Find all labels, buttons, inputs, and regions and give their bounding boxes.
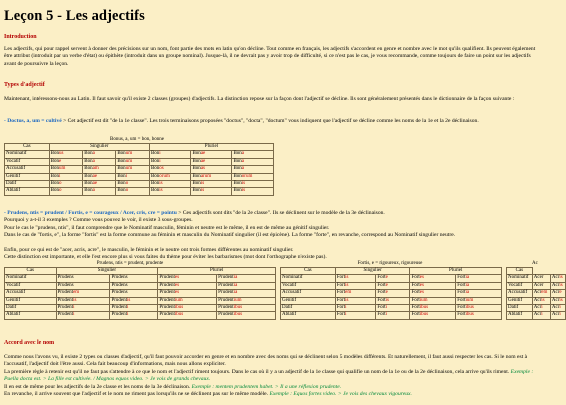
form-cell: Acris bbox=[550, 275, 565, 282]
case-cell: Datif bbox=[5, 181, 50, 188]
form-cell: Acri bbox=[550, 312, 565, 319]
form-cell: Bonorum bbox=[232, 173, 274, 180]
table-row bbox=[281, 312, 502, 319]
class1-label: - Doctus, a, um = cultivé bbox=[4, 118, 62, 124]
fortis-table bbox=[280, 267, 502, 320]
form-cell: Bonas bbox=[191, 166, 232, 173]
form-cell: Fortia bbox=[456, 275, 502, 282]
form-cell: Acri bbox=[532, 312, 550, 319]
form-cell: Prudens bbox=[110, 290, 158, 297]
form-cell: Prudentes bbox=[158, 282, 217, 289]
form-cell: Bonum bbox=[116, 166, 150, 173]
form-cell: Prudentibus bbox=[158, 305, 217, 312]
case-cell: Datif bbox=[281, 305, 336, 312]
form-cell: Fortium bbox=[456, 297, 502, 304]
case-cell: Datif bbox=[5, 305, 57, 312]
form-cell: Bonis bbox=[232, 181, 274, 188]
table-header-cell: Singulier bbox=[56, 268, 158, 275]
form-cell: Fortem bbox=[335, 290, 376, 297]
table-header-cell: Cas bbox=[5, 268, 57, 275]
table-header-cell: Singulier bbox=[335, 268, 410, 275]
form-cell: Acer bbox=[532, 275, 550, 282]
case-cell: Vocatif bbox=[507, 282, 533, 289]
form-cell: Bona bbox=[83, 151, 116, 158]
example-3: Exemple : Equos fortes video. > Je vois des chevaux vigoureux. bbox=[269, 391, 412, 397]
form-cell: Boni bbox=[116, 173, 150, 180]
form-cell: Forti bbox=[335, 305, 376, 312]
accord-line-4 bbox=[4, 391, 536, 398]
table-row bbox=[507, 275, 566, 282]
table-row bbox=[5, 312, 276, 319]
form-cell: Prudens bbox=[56, 275, 110, 282]
table-row bbox=[507, 312, 566, 319]
form-cell: Prudentes bbox=[158, 290, 217, 297]
form-cell: Prudens bbox=[110, 275, 158, 282]
form-cell: Bonarum bbox=[191, 173, 232, 180]
case-cell: Génitif bbox=[281, 297, 336, 304]
prudens-table-caption: Prudens, ntis = prudent, prudente bbox=[96, 261, 164, 266]
case-cell: Nominatif bbox=[5, 151, 50, 158]
form-cell: Fortis bbox=[335, 282, 376, 289]
form-cell: Prudentes bbox=[158, 275, 217, 282]
table-row bbox=[5, 275, 276, 282]
table-row bbox=[507, 305, 566, 312]
form-cell: Bona bbox=[83, 158, 116, 165]
form-cell: Bonae bbox=[191, 158, 232, 165]
accord-line-1: Comme nous l'avons vu, il existe 2 types ou classes d'adjectif, qu'il faut pouvoir accorder en genre et en nombre avec des noms qui se déclinent selon 5 modèles différents. Et naturellement, il faut aussi respecter les cas. Si le nom est à l'accusatif, l'adjectif doit l'être aussi. Cela fait beaucoup d'informations, mais nous allons expliciter. bbox=[4, 354, 528, 368]
form-cell: Boni bbox=[49, 173, 83, 180]
class1-text: > Cet adjectif est dit "de la 1e classe". Les trois terminaisons proposées "doctus", "docta", "doctum" vous indiquent que l'adjectif se décline comme les noms de la 1e et la 2e déclinaison. bbox=[61, 118, 479, 124]
form-cell: Bonam bbox=[83, 166, 116, 173]
prudens-table bbox=[4, 267, 276, 320]
form-cell: Bono bbox=[49, 188, 83, 195]
table-row bbox=[5, 297, 276, 304]
case-cell: Génitif bbox=[507, 297, 533, 304]
table-row bbox=[5, 290, 276, 297]
form-cell: Bonos bbox=[149, 166, 191, 173]
table-row bbox=[281, 290, 502, 297]
form-cell: Prudentis bbox=[110, 297, 158, 304]
table-row bbox=[5, 188, 274, 195]
intro-paragraph: Les adjectifs, qui pour rappel servent à donner des précisions sur un nom, font partie des mots en latin qu'on décline. Tout comme en français, les adjectifs s'accordent en genre et nombre avec le mot qu'ils qualifient. Ils peuvent également être attribut (introduit par un verbe d'état) ou épithète (introduit dans un groupe nominal). Jusque-là, il ne devrait pas y avoir trop de difficulté, si ce n'est pas le cas, je vous recommande, comme toujours de faire un point sur les adjectifs avant de poursuivre la leçon. bbox=[4, 46, 536, 67]
form-cell: Prudentium bbox=[158, 297, 217, 304]
bonus-table bbox=[4, 143, 274, 196]
case-cell: Accusatif bbox=[5, 166, 50, 173]
bonus-table-caption: Bonus, a, um = bon, bonne bbox=[110, 137, 164, 142]
form-cell: Forte bbox=[376, 290, 410, 297]
table-header-row bbox=[5, 144, 274, 151]
form-cell: Fortibus bbox=[456, 305, 502, 312]
case-cell: Génitif bbox=[5, 297, 57, 304]
form-cell: Bonae bbox=[83, 173, 116, 180]
accord-line-2-text: La première règle à retenir est qu'il ne faut pas s'attendre à ce que le nom et l'adjectif riment toujours. Dans le cas où il y a un adjectif de la 1e classe qui qualifie un nom de la 1e ou de la 2e déclinaison, cela arrive qu'ils riment. bbox=[4, 368, 511, 375]
case-cell: Ablatif bbox=[507, 312, 533, 319]
case-cell: Accusatif bbox=[281, 290, 336, 297]
fortis-table-caption: Fortis, e = rigoureux, rigoureuse bbox=[357, 261, 423, 266]
form-cell: Fortibus bbox=[410, 312, 456, 319]
form-cell: Bono bbox=[116, 188, 150, 195]
form-cell: Acris bbox=[532, 297, 550, 304]
table-row bbox=[5, 166, 274, 173]
table-row bbox=[5, 282, 276, 289]
accord-line-3-text: Il en est de même pour les adjectifs de la 2e classe et les noms de la 3e déclinaison. bbox=[4, 383, 192, 390]
form-cell: Forti bbox=[335, 312, 376, 319]
class2-line-2: Pour le cas le "prudens, ntis", il faut comprendre que le Nominatif masculin, féminin et neutre est le même, il en est de même au génitif singulier. bbox=[4, 224, 330, 231]
form-cell: Prudentis bbox=[56, 297, 110, 304]
accord-line-4-text: En revanche, il arrive souvent que l'adjectif et le nom ne riment pas lorsqu'ils ne se déclinent pas sur le même modèle. bbox=[4, 391, 270, 397]
table-header-row bbox=[507, 268, 566, 275]
intro-heading: Introduction bbox=[4, 34, 37, 40]
class2-paragraph bbox=[4, 210, 536, 217]
example-2: Exemple : mentem prudentem habet. > Il a une réflexion prudente. bbox=[191, 383, 342, 390]
form-cell: Bonis bbox=[191, 181, 232, 188]
table-row bbox=[507, 297, 566, 304]
acer-table-caption: Ac bbox=[532, 261, 538, 266]
form-cell: Bonis bbox=[149, 181, 191, 188]
form-cell: Prudenti bbox=[110, 312, 158, 319]
table-row bbox=[5, 305, 276, 312]
form-cell: Prudentem bbox=[56, 290, 110, 297]
form-cell: Prudens bbox=[56, 282, 110, 289]
form-cell: Fortis bbox=[376, 297, 410, 304]
case-cell: Vocatif bbox=[5, 282, 57, 289]
accord-line-2 bbox=[4, 369, 536, 384]
types-heading: Types d'adjectif bbox=[4, 82, 45, 88]
table-row bbox=[281, 282, 502, 289]
form-cell: Prudenti bbox=[110, 305, 158, 312]
form-cell: Acer bbox=[532, 282, 550, 289]
form-cell: Fortes bbox=[410, 290, 456, 297]
form-cell: Bono bbox=[49, 181, 83, 188]
form-cell: Prudenti bbox=[56, 305, 110, 312]
table-header-cell: Cas bbox=[5, 144, 50, 151]
page-title: Leçon 5 - Les adjectifs bbox=[4, 8, 145, 24]
form-cell: Boni bbox=[149, 158, 191, 165]
table-header-cell: Pluriel bbox=[158, 268, 276, 275]
form-cell: Acris bbox=[550, 297, 565, 304]
form-cell: Bona bbox=[232, 151, 274, 158]
form-cell: Acris bbox=[550, 282, 565, 289]
table-header-cell: Pluriel bbox=[149, 144, 273, 151]
table-header-cell: Cas bbox=[507, 268, 533, 275]
class1-paragraph bbox=[4, 118, 536, 125]
table-header-row bbox=[281, 268, 502, 275]
form-cell: Bone bbox=[49, 158, 83, 165]
case-cell: Ablatif bbox=[5, 312, 57, 319]
table-row bbox=[507, 282, 566, 289]
case-cell: Accusatif bbox=[507, 290, 533, 297]
form-cell: Bonum bbox=[49, 166, 83, 173]
form-cell: Fortibus bbox=[410, 305, 456, 312]
case-cell: Accusatif bbox=[5, 290, 57, 297]
table-header-row bbox=[5, 268, 276, 275]
form-cell: Fortia bbox=[456, 290, 502, 297]
case-cell: Ablatif bbox=[281, 312, 336, 319]
form-cell: Fortes bbox=[410, 282, 456, 289]
table-header-cell: Singulier bbox=[49, 144, 149, 151]
form-cell: Bono bbox=[116, 181, 150, 188]
form-cell: Fortia bbox=[456, 282, 502, 289]
class2-line-4: Enfin, pour ce qui est de "acer, acris, acre", le masculin, le féminin et le neutre ont trois formes différentes au nominatif singulier. bbox=[4, 246, 294, 253]
form-cell: Acri bbox=[550, 305, 565, 312]
form-cell: Bonum bbox=[116, 158, 150, 165]
form-cell: Prudentium bbox=[217, 297, 276, 304]
case-cell: Ablatif bbox=[5, 188, 50, 195]
form-cell: Prudentibus bbox=[217, 305, 276, 312]
case-cell: Nominatif bbox=[5, 275, 57, 282]
form-cell: Forte bbox=[376, 282, 410, 289]
form-cell: Fortes bbox=[410, 275, 456, 282]
form-cell: Bonum bbox=[116, 151, 150, 158]
form-cell: Prudenti bbox=[56, 312, 110, 319]
class2-line-3: Dans le cas de "fortis, e", la forme "fortis" est la forme commune au féminin et masculin du Nominatif singulier (il est épicène). La forme "forte", en revanche, correspond au Nominatif singulier neutre. bbox=[4, 232, 456, 239]
accord-line-3 bbox=[4, 384, 536, 391]
form-cell: Acre bbox=[550, 290, 565, 297]
form-cell: Bonae bbox=[191, 151, 232, 158]
form-cell: Bonis bbox=[149, 188, 191, 195]
form-cell: Acri bbox=[532, 305, 550, 312]
form-cell: Prudentia bbox=[217, 282, 276, 289]
case-cell: Datif bbox=[507, 305, 533, 312]
class2-line-1: Pourquoi y a-t-il 3 exemples ? Comme vous pouvez le voir, il existe 3 sous-groupes. bbox=[4, 217, 193, 224]
form-cell: Bonae bbox=[83, 181, 116, 188]
table-row bbox=[281, 305, 502, 312]
form-cell: Prudentibus bbox=[217, 312, 276, 319]
form-cell: Bonis bbox=[191, 188, 232, 195]
table-row bbox=[5, 173, 274, 180]
form-cell: Forti bbox=[376, 312, 410, 319]
class2-text: > Ces adjectifs sont dits "de la 2e classe". Ils se déclinent sur le modèle de la 3e déclinaison. bbox=[176, 210, 385, 216]
class2-line-5: Cette distinction est importante, et elle l'est encore plus si vous faites du thème pour éviter les barbarismes (mot dont l'orthographe n'existe pas). bbox=[4, 254, 327, 261]
class2-label: - Prudens, ntis = prudent / Fortis, e = courageux / Acer, cris, cre = pointu bbox=[4, 210, 177, 216]
form-cell: Bona bbox=[232, 166, 274, 173]
form-cell: Prudentia bbox=[217, 275, 276, 282]
form-cell: Bonus bbox=[49, 151, 83, 158]
case-cell: Vocatif bbox=[5, 158, 50, 165]
table-row bbox=[5, 151, 274, 158]
form-cell: Bonorum bbox=[149, 173, 191, 180]
form-cell: Boni bbox=[149, 151, 191, 158]
case-cell: Génitif bbox=[5, 173, 50, 180]
table-row bbox=[5, 181, 274, 188]
form-cell: Forte bbox=[376, 275, 410, 282]
table-row bbox=[5, 158, 274, 165]
table-header-cell: Pluriel bbox=[410, 268, 502, 275]
table-row bbox=[281, 297, 502, 304]
form-cell: Bonis bbox=[232, 188, 274, 195]
form-cell: Prudentia bbox=[217, 290, 276, 297]
acer-table bbox=[506, 267, 566, 320]
form-cell: Fortium bbox=[410, 297, 456, 304]
form-cell: Prudens bbox=[110, 282, 158, 289]
form-cell: Acrem bbox=[532, 290, 550, 297]
accord-heading: Accord avec le nom bbox=[4, 340, 55, 346]
example-1: Exemple : Puella docta est. > La fille est cultivée. / Magnos equos video. > Je vois de grands chevaux. bbox=[4, 368, 534, 383]
table-row bbox=[507, 290, 566, 297]
case-cell: Nominatif bbox=[507, 275, 533, 282]
case-cell: Nominatif bbox=[281, 275, 336, 282]
form-cell: Forti bbox=[376, 305, 410, 312]
table-row bbox=[281, 275, 502, 282]
form-cell: Fortis bbox=[335, 275, 376, 282]
table-header-cell: Cas bbox=[281, 268, 336, 275]
form-cell: Bona bbox=[83, 188, 116, 195]
form-cell: Fortibus bbox=[456, 312, 502, 319]
form-cell: Bona bbox=[232, 158, 274, 165]
types-paragraph: Maintenant, intéressons-nous au Latin. Il faut savoir qu'il existe 2 classes (groupes) d'adjectifs. La distinction repose sur la façon dont l'adjectif se décline. Ils sont généralement présentés dans le dictionnaire de la façon suivante : bbox=[4, 96, 515, 102]
form-cell: Fortis bbox=[335, 297, 376, 304]
case-cell: Vocatif bbox=[281, 282, 336, 289]
form-cell: Prudentibus bbox=[158, 312, 217, 319]
